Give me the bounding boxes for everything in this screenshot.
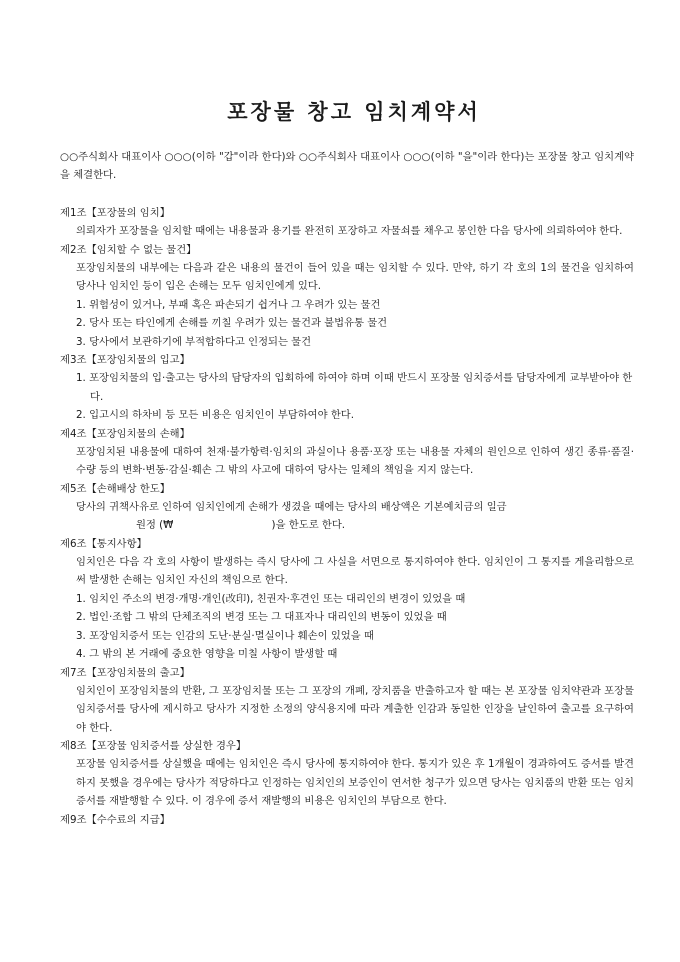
article-7-heading: 제7조【포장임치물의 출고】 [60,666,190,679]
article-6-item-2: 2. 법인·조합 그 밖의 단체조직의 변경 또는 그 대표자나 대리인의 변동이 있었을 때 [76,611,447,623]
article-5-amount-line: 원정 (₩ )을 한도로 한다. [136,519,346,531]
article-8-heading: 제8조【포장물 임치증서를 상실한 경우】 [60,740,247,752]
article-9-heading: 제9조【수수료의 지급】 [60,813,170,826]
article-4-body: 포장임치된 내용물에 대하여 천재·불가항력·임치의 과실이나 용품·포장 또는 내용물 자체의 원인으로 인하여 생긴 종류·품질·수량 등의 변화·변동·감실·훼손 그 밖의 사고에 대하여 당사는 일체의 책임을 지지 않는다. [76,445,634,476]
article-2-item-1: 1. 위험성이 있거나, 부패 혹은 파손되기 쉽거나 그 우려가 있는 물건 [76,298,381,311]
article-3-heading: 제3조【포장임치물의 입고】 [60,354,190,366]
article-6-item-1: 1. 임치인 주소의 변경·개명·개인(改印), 친권자·후견인 또는 대리인의 변경이 있었을 때 [76,592,466,605]
intro-paragraph: ○○주식회사 대표이사 ○○○(이하 "갑"이라 한다)와 ○○주식회사 대표이사 ○○○(이하 "을"이라 한다)는 포장물 창고 임치계약을 체결한다. [60,151,634,181]
article-6-body: 임치인은 다음 각 호의 사항이 발생하는 즉시 당사에 그 사실을 서면으로 통지하여야 한다. 임치인이 그 통지를 게을리함으로써 발생한 손해는 임치인 자신의 책임으로 한다. [76,555,634,586]
article-2-item-3: 3. 당사에서 보관하기에 부적합하다고 인정되는 물건 [76,335,312,348]
article-6-heading: 제6조【통지사항】 [60,537,147,550]
article-8-body: 포장물 임치증서를 상실했을 때에는 임치인은 즉시 당사에 통지하여야 한다. 통지가 있은 후 1개월이 경과하여도 증서를 발견하지 못했을 경우에는 당사가 적당하다고 인정하는 임치인의 보증인이 연서한 청구가 있으면 당사는 임치품의 반환 또는 임치증서를 재발행할 수 있다. 이 경우에 증서 재발행의 비용은 임치인의 부담으로 한다. [76,758,634,807]
article-1-heading: 제1조【포장물의 임치】 [60,207,170,219]
article-2-item-2: 2. 당사 또는 타인에게 손해를 끼칠 우려가 있는 물건과 불법유통 물건 [76,317,388,329]
article-2-heading: 제2조【임치할 수 없는 물건】 [60,243,197,256]
article-2-body: 포장임치물의 내부에는 다음과 같은 내용의 물건이 들어 있을 때는 임치할 수 있다. 만약, 하기 각 호의 1의 물건을 임치하여 당사나 임치인 등이 입은 손해는 모두 임치인에게 있다. [76,261,634,292]
article-1-body: 의뢰자가 포장물을 임치할 때에는 내용물과 용기를 완전히 포장하고 자물쇠를 채우고 봉인한 다음 당사에 의뢰하여야 한다. [76,225,623,237]
article-4-heading: 제4조【포장임치물의 손해】 [60,427,190,440]
article-6-item-4: 4. 그 밖의 본 거래에 중요한 영향을 미칠 사항이 발생할 때 [76,648,338,660]
article-5-body: 당사의 귀책사유로 인하여 임치인에게 손해가 생겼을 때에는 당사의 배상액은 기본예치금의 일금 [76,500,507,513]
article-7-body: 임치인이 포장임치물의 반환, 그 포장임치물 또는 그 포장의 개폐, 장치품을 반출하고자 할 때는 본 포장물 임치약관과 포장물 임치증서를 당사에 제시하고 당사가 지정한 소정의 양식용지에 따라 계출한 인감과 동일한 인장을 날인하여 출고를 요구하여야 한다. [76,684,634,734]
article-6-item-3: 3. 포장임치증서 또는 인감의 도난·분실·멸실이나 훼손이 있었을 때 [76,629,374,642]
article-5-heading: 제5조【손해배상 한도】 [60,482,170,495]
document-title: 포장물 창고 임치계약서 [227,100,481,124]
article-3-item-2: 2. 입고시의 하차비 등 모든 비용은 임치인이 부담하여야 한다. [76,409,355,421]
article-3-item-1: 1. 포장임치물의 입·출고는 당사의 담당자의 입회하에 하여야 하며 이때 반드시 포장물 임치증서를 담당자에게 교부받아야 한다. [76,372,633,403]
